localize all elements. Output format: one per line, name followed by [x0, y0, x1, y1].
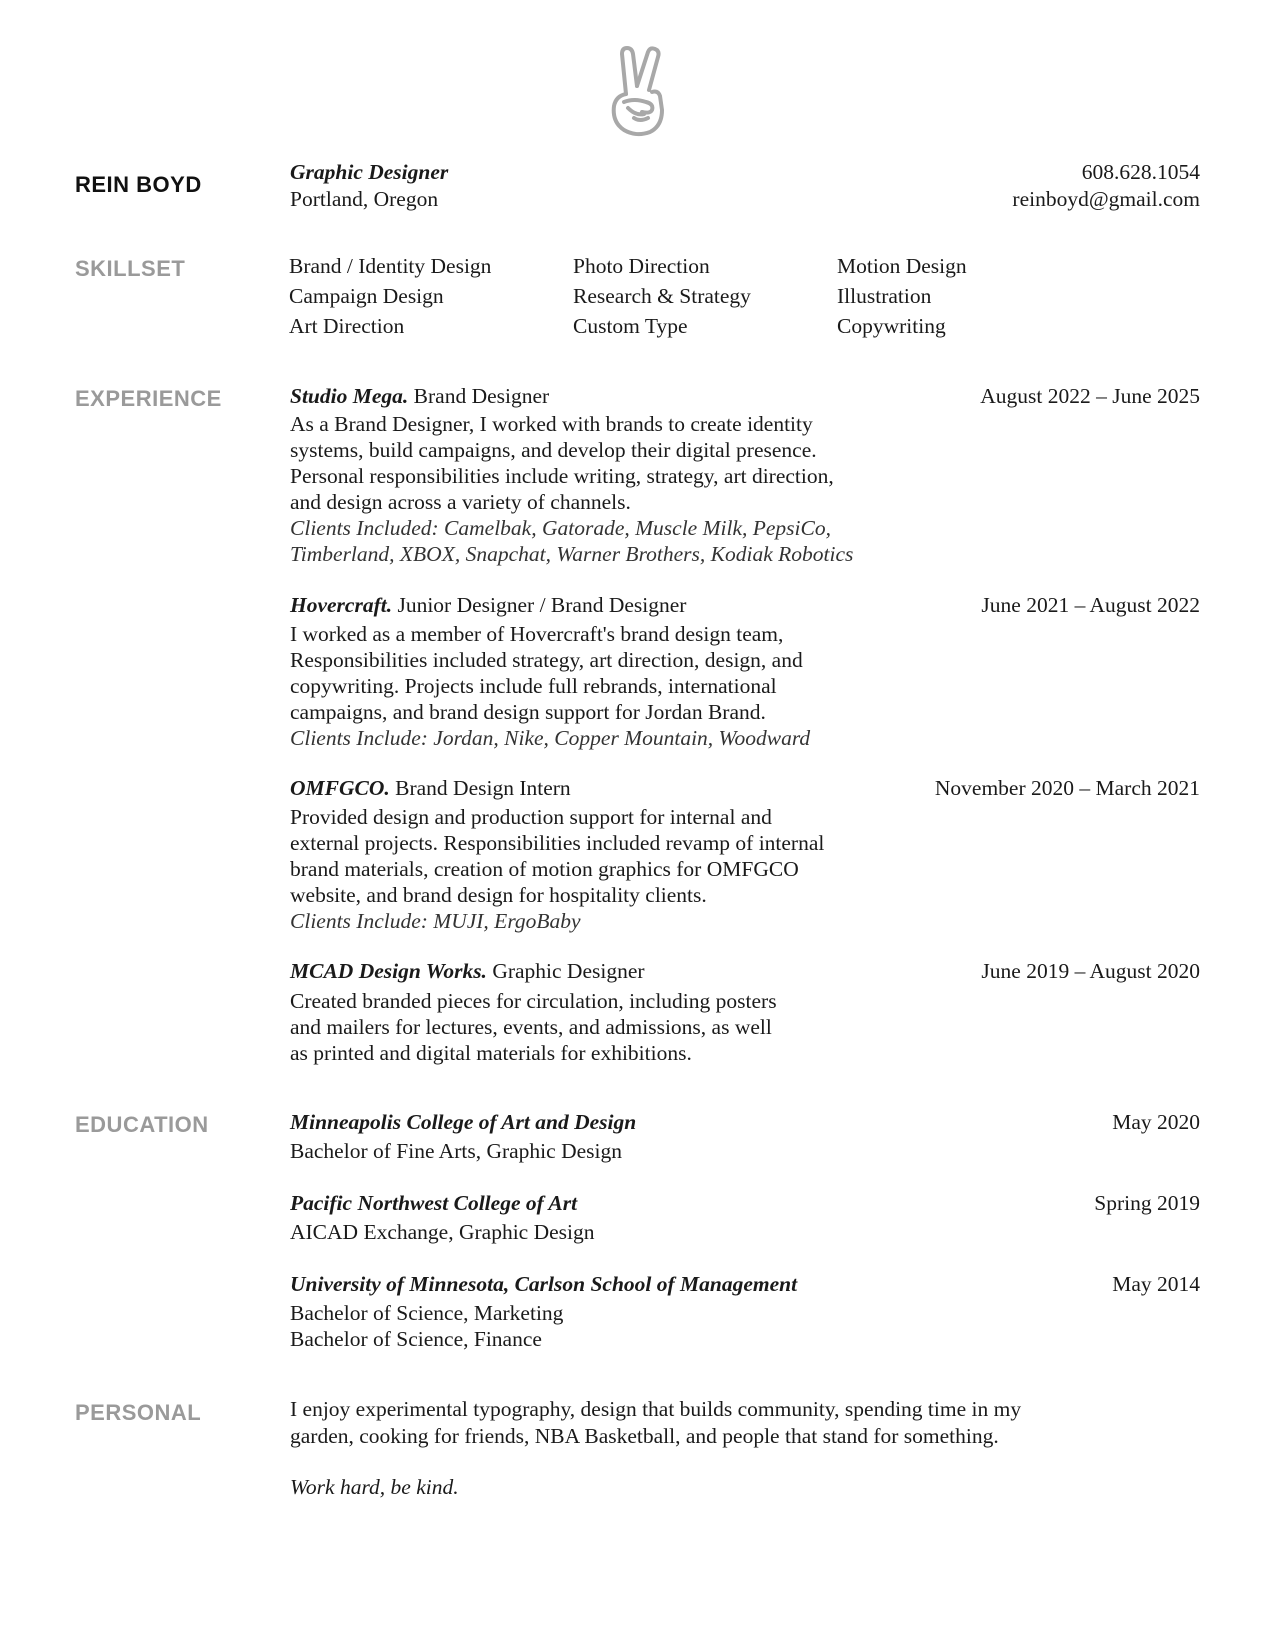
description-line: Provided design and production support for internal and — [290, 805, 772, 829]
skills-column-1 — [289, 251, 491, 341]
section-experience: EXPERIENCE — [75, 386, 222, 411]
description-line: Personal responsibilities include writing, strategy, art direction, — [290, 464, 834, 488]
email[interactable]: reinboyd@gmail.com — [1012, 187, 1200, 211]
clients-line: Timberland, XBOX, Snapchat, Warner Brothers, Kodiak Robotics — [290, 542, 854, 566]
description-line: As a Brand Designer, I worked with brands to create identity — [290, 412, 813, 436]
degree: Bachelor of Fine Arts, Graphic Design — [290, 1139, 622, 1163]
skill-item: Illustration — [837, 284, 932, 308]
description-line: and mailers for lectures, events, and admissions, as well — [290, 1015, 772, 1039]
skill-item: Custom Type — [573, 314, 688, 338]
skills-column-3 — [837, 251, 967, 341]
skill-item: Campaign Design — [289, 284, 444, 308]
degree-list — [290, 1300, 563, 1352]
description-line: I worked as a member of Hovercraft's brand design team, — [290, 622, 784, 646]
company-name: Studio Mega. — [290, 384, 409, 408]
education-date: May 2014 — [1112, 1272, 1200, 1296]
description-line: Created branded pieces for circulation, including posters — [290, 989, 777, 1013]
clients-line: Clients Include: MUJI, ErgoBaby — [290, 909, 581, 933]
job-heading — [290, 775, 571, 802]
description-line: website, and brand design for hospitality clients. — [290, 883, 707, 907]
job-description — [290, 411, 853, 567]
section-skillset: SKILLSET — [75, 256, 186, 281]
job-description — [290, 804, 824, 934]
job-dates: June 2019 – August 2020 — [981, 959, 1200, 983]
personal-line: garden, cooking for friends, NBA Basketball, and people that stand for something. — [290, 1424, 999, 1448]
name: REIN BOYD — [75, 172, 202, 197]
description-line: Responsibilities included strategy, art direction, design, and — [290, 648, 803, 672]
description-line: copywriting. Projects include full rebrands, international — [290, 674, 777, 698]
peace-sign-hand-icon — [604, 44, 670, 140]
company-name: OMFGCO. — [290, 776, 390, 800]
company-name: Hovercraft. — [290, 593, 393, 617]
clients-line: Clients Include: Jordan, Nike, Copper Mountain, Woodward — [290, 726, 811, 750]
job-heading — [290, 592, 686, 619]
job-dates: August 2022 – June 2025 — [980, 384, 1200, 408]
company-name: MCAD Design Works. — [290, 959, 487, 983]
description-line: systems, build campaigns, and develop their digital presence. — [290, 438, 817, 462]
job-title: Graphic Designer — [290, 160, 449, 184]
degree: Bachelor of Science, Marketing — [290, 1301, 564, 1325]
job-dates: November 2020 – March 2021 — [934, 776, 1200, 800]
job-description — [290, 621, 810, 751]
description-line: external projects. Responsibilities included revamp of internal — [290, 831, 825, 855]
location: Portland, Oregon — [290, 187, 439, 211]
skill-item: Art Direction — [289, 314, 405, 338]
job-heading — [290, 383, 549, 410]
skills-column-2 — [573, 251, 751, 341]
motto: Work hard, be kind. — [290, 1475, 459, 1499]
personal-text — [290, 1396, 1021, 1450]
section-education: EDUCATION — [75, 1112, 209, 1137]
description-line: campaigns, and brand design support for Jordan Brand. — [290, 700, 766, 724]
skill-item: Motion Design — [837, 254, 967, 278]
job-description — [290, 988, 777, 1066]
skill-item: Photo Direction — [573, 254, 710, 278]
job-role: Graphic Designer — [492, 959, 645, 983]
school-name: University of Minnesota, Carlson School of Management — [290, 1272, 798, 1296]
section-personal: PERSONAL — [75, 1400, 202, 1425]
school-name: Pacific Northwest College of Art — [290, 1191, 578, 1215]
job-dates: June 2021 – August 2022 — [981, 593, 1200, 617]
skill-item: Brand / Identity Design — [289, 254, 492, 278]
description-line: brand materials, creation of motion graphics for OMFGCO — [290, 857, 799, 881]
job-role: Junior Designer / Brand Designer — [397, 593, 687, 617]
job-heading — [290, 958, 645, 985]
degree: AICAD Exchange, Graphic Design — [290, 1220, 595, 1244]
description-line: as printed and digital materials for exhibitions. — [290, 1041, 692, 1065]
degree: Bachelor of Science, Finance — [290, 1327, 542, 1351]
job-role: Brand Design Intern — [395, 776, 571, 800]
clients-line: Clients Included: Camelbak, Gatorade, Muscle Milk, PepsiCo, — [290, 516, 831, 540]
personal-line: I enjoy experimental typography, design that builds community, spending time in my — [290, 1397, 1022, 1421]
skill-item: Copywriting — [837, 314, 946, 338]
education-date: May 2020 — [1112, 1110, 1200, 1134]
description-line: and design across a variety of channels. — [290, 490, 631, 514]
phone: 608.628.1054 — [1081, 160, 1200, 184]
job-role: Brand Designer — [413, 384, 550, 408]
skill-item: Research & Strategy — [573, 284, 751, 308]
education-date: Spring 2019 — [1094, 1191, 1200, 1215]
school-name: Minneapolis College of Art and Design — [290, 1110, 637, 1134]
